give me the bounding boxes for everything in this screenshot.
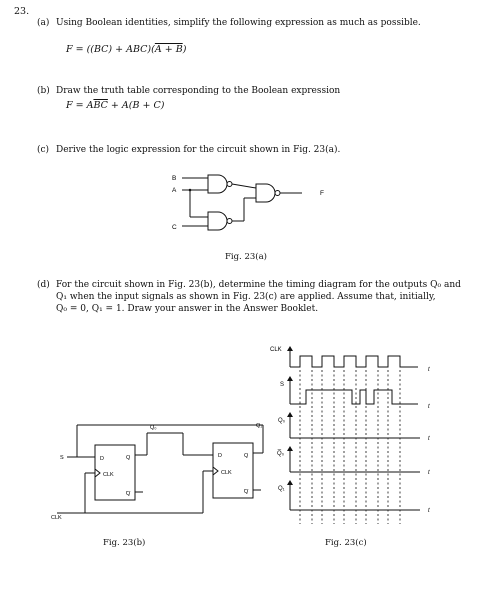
fig-a-input-c: C (172, 224, 177, 231)
part-d-label: (d) (37, 280, 50, 290)
ff1-d-label: D (218, 453, 222, 459)
part-d-line1: For the circuit shown in Fig. 23(b), determine the timing diagram for the outputs Q₀ and (56, 280, 461, 290)
nand-gate-1 (208, 175, 227, 193)
ff0-qbar-label: Q (126, 491, 131, 497)
part-b-expr-overline: $\overline{BC}$ (93, 100, 108, 111)
ff1-clk-label: CLK (221, 470, 232, 476)
fig-a-input-b: B (172, 175, 177, 182)
fig-c-q1-label: Q₁ (278, 486, 285, 492)
ff0-q-label: Q (126, 455, 131, 461)
part-b-label: (b) (37, 86, 50, 96)
t-label-s: t (428, 404, 430, 410)
part-a-expr-suffix: ) (182, 44, 187, 55)
part-a-text: Using Boolean identities, simplify the following expression as much as possible. (56, 18, 421, 28)
fig-b-input-clk: CLK (51, 515, 62, 521)
fig-a-input-a: A (172, 187, 177, 194)
part-b-text: Draw the truth table corresponding to the Boolean expression (56, 86, 341, 96)
part-c-text: Derive the logic expression for the circuit shown in Fig. 23(a). (56, 145, 341, 155)
t-label-q0bar: t (428, 470, 430, 476)
fig-a-caption: Fig. 23(a) (225, 252, 267, 262)
ff1-qbar-label: Q (244, 489, 249, 495)
fig-a-circuit (160, 165, 340, 240)
ff0-clock-edge (95, 469, 100, 477)
edge-guide-lines (300, 370, 400, 524)
nand-gate-2-bubble (227, 219, 232, 224)
part-a-label: (a) (37, 18, 50, 28)
ff1-q-label: Q (244, 453, 249, 459)
part-d-line2: Q₁ when the input signals as shown in Fig. 23(c) are applied. Assume that, initially, (56, 292, 436, 302)
t-label-q1: t (428, 508, 430, 514)
ff0-clk-label: CLK (103, 472, 114, 478)
clk-waveform (290, 356, 418, 367)
fig-b-circuit (51, 415, 275, 525)
part-b-expr-prefix: F = A (66, 100, 94, 111)
fig-c-timing-diagram (262, 342, 442, 527)
fig-a-output-f: F (320, 190, 324, 197)
t-label-q0: t (428, 436, 430, 442)
s-waveform (290, 390, 418, 404)
part-b-expr-suffix: + A(B + C) (107, 100, 165, 111)
part-a-expr-prefix: F = ((BC) + ABC)( (66, 44, 155, 55)
ff1-clock-edge (213, 467, 218, 475)
ff0-d-label: D (100, 456, 104, 462)
fig-c-caption: Fig. 23(c) (325, 538, 367, 548)
fig-c-s-label: S (280, 382, 285, 388)
nand-gate-1-bubble (227, 182, 232, 187)
part-d-line3: Q₀ = 0, Q₁ = 1. Draw your answer in the Answer Booklet. (56, 304, 319, 314)
fig-c-clk-label: CLK (270, 347, 282, 353)
part-b-expression (66, 100, 164, 111)
fig-b-input-s: S (60, 455, 64, 461)
nand-gate-out (256, 184, 275, 202)
fig-b-q1-label: Q₁ (256, 423, 263, 429)
part-a-expr-overline: A + B (154, 44, 183, 55)
t-label-clk: t (428, 367, 430, 373)
fig-c-q0-label: Q₀ (278, 418, 286, 424)
fig-b-q0-label: Q₀ (150, 425, 157, 431)
fig-b-caption: Fig. 23(b) (103, 538, 146, 548)
nand-gate-2 (208, 212, 227, 230)
question-number: 23. (14, 6, 30, 17)
part-a-expression (66, 44, 186, 55)
nand-gate-out-bubble (275, 191, 280, 196)
fig-c-q0bar-label: Q̅₀ (277, 451, 285, 457)
part-c-label: (c) (37, 145, 50, 155)
